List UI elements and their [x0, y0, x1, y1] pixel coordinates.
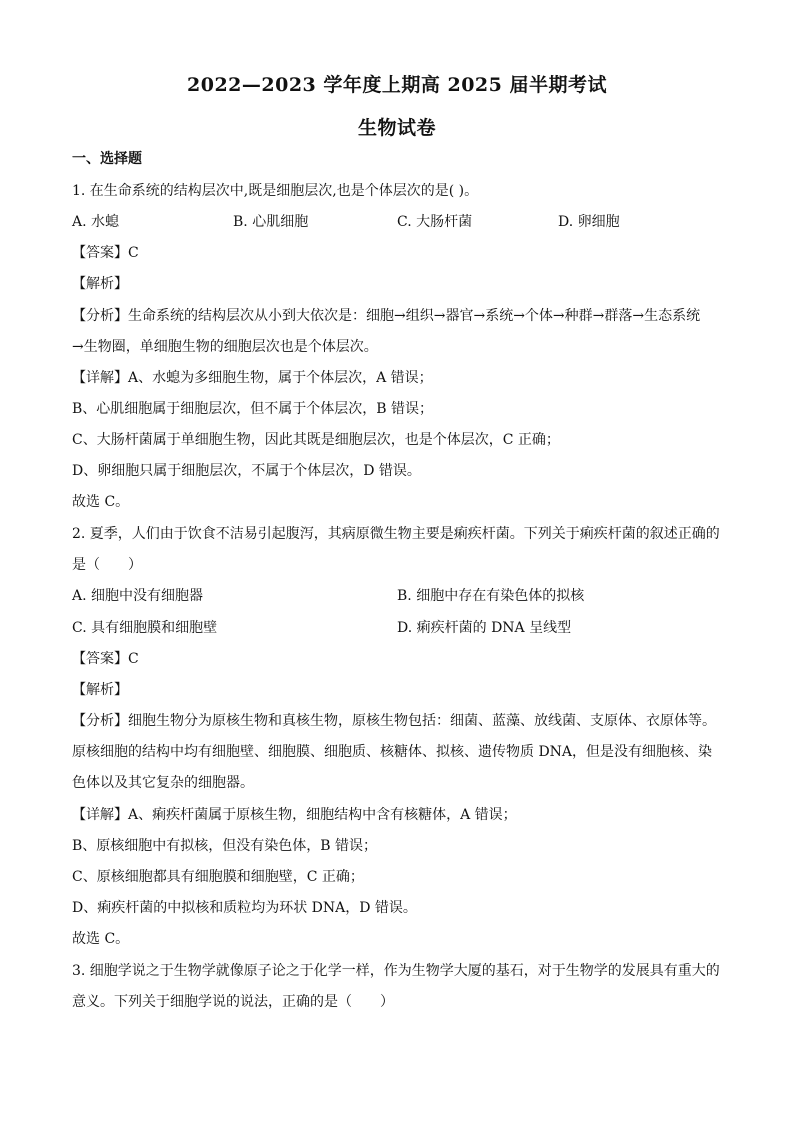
- q2-option-c: C. 具有细胞膜和细胞壁: [72, 620, 218, 636]
- q1-answer: 【答案】C: [72, 245, 139, 261]
- q1-fenxi-line-2: →生物圈，单细胞生物的细胞层次也是个体层次。: [72, 339, 378, 355]
- q2-detail-b: B、原核细胞中有拟核，但没有染色体，B 错误；: [72, 838, 378, 854]
- q2-fenxi-line-1: 【分析】细胞生物分为原核生物和真核生物，原核生物包括：细菌、蓝藻、放线菌、支原体、衣原体等。: [72, 713, 716, 729]
- q1-option-a: A. 水螅: [72, 214, 120, 230]
- q1-option-c: C. 大肠杆菌: [397, 214, 473, 230]
- q1-analysis-label: 【解析】: [72, 276, 128, 292]
- q2-detail-d: D、痢疾杆菌的中拟核和质粒均为环状 DNA，D 错误。: [72, 900, 417, 916]
- q1-option-d: D. 卵细胞: [558, 214, 620, 230]
- q1-conclusion: 故选 C。: [72, 494, 130, 510]
- q1-option-b: B. 心肌细胞: [233, 214, 309, 230]
- q2-option-b: B. 细胞中存在有染色体的拟核: [397, 588, 585, 604]
- q1-detail-d: D、卵细胞只属于细胞层次，不属于个体层次，D 错误。: [72, 463, 421, 479]
- q1-detail-a: 【详解】A、水螅为多细胞生物，属于个体层次，A 错误；: [72, 370, 433, 386]
- q1-fenxi-line-1: 【分析】生命系统的结构层次从小到大依次是：细胞→组织→器官→系统→个体→种群→群落→生态系统: [72, 308, 701, 324]
- q2-option-d: D. 痢疾杆菌的 DNA 呈线型: [397, 620, 572, 636]
- q2-answer: 【答案】C: [72, 651, 139, 667]
- q2-stem-line-2: 是（ ）: [72, 557, 142, 573]
- q2-fenxi-line-3: 色体以及其它复杂的细胞器。: [72, 775, 254, 791]
- q2-detail-a: 【详解】A、痢疾杆菌属于原核生物，细胞结构中含有核糖体，A 错误；: [72, 807, 517, 823]
- section-heading: 一、选择题: [72, 151, 142, 167]
- q2-fenxi-line-2: 原核细胞的结构中均有细胞壁、细胞膜、细胞质、核糖体、拟核、遗传物质 DNA，但是没有细胞核、染: [72, 744, 713, 760]
- q1-stem: 1. 在生命系统的结构层次中,既是细胞层次,也是个体层次的是( )。: [72, 183, 479, 199]
- q2-stem-line-1: 2. 夏季，人们由于饮食不洁易引起腹泻，其病原微生物主要是痢疾杆菌。下列关于痢疾杆菌的叙述正确的: [72, 526, 720, 542]
- q2-option-a: A. 细胞中没有细胞器: [72, 588, 204, 604]
- q2-analysis-label: 【解析】: [72, 682, 128, 698]
- q2-conclusion: 故选 C。: [72, 931, 130, 947]
- q1-detail-c: C、大肠杆菌属于单细胞生物，因此其既是细胞层次，也是个体层次，C 正确；: [72, 432, 560, 448]
- q3-stem-line-2: 意义。下列关于细胞学说的说法，正确的是（ ）: [72, 994, 394, 1010]
- q2-detail-c: C、原核细胞都具有细胞膜和细胞壁，C 正确；: [72, 869, 364, 885]
- q3-stem-line-1: 3. 细胞学说之于生物学就像原子论之于化学一样，作为生物学大厦的基石，对于生物学的发展具有重大的: [72, 963, 720, 979]
- q1-detail-b: B、心肌细胞属于细胞层次，但不属于个体层次，B 错误；: [72, 401, 434, 417]
- exam-subtitle: 生物试卷: [357, 117, 436, 139]
- exam-title: 2022—2023 学年度上期高 2025 届半期考试: [187, 74, 607, 96]
